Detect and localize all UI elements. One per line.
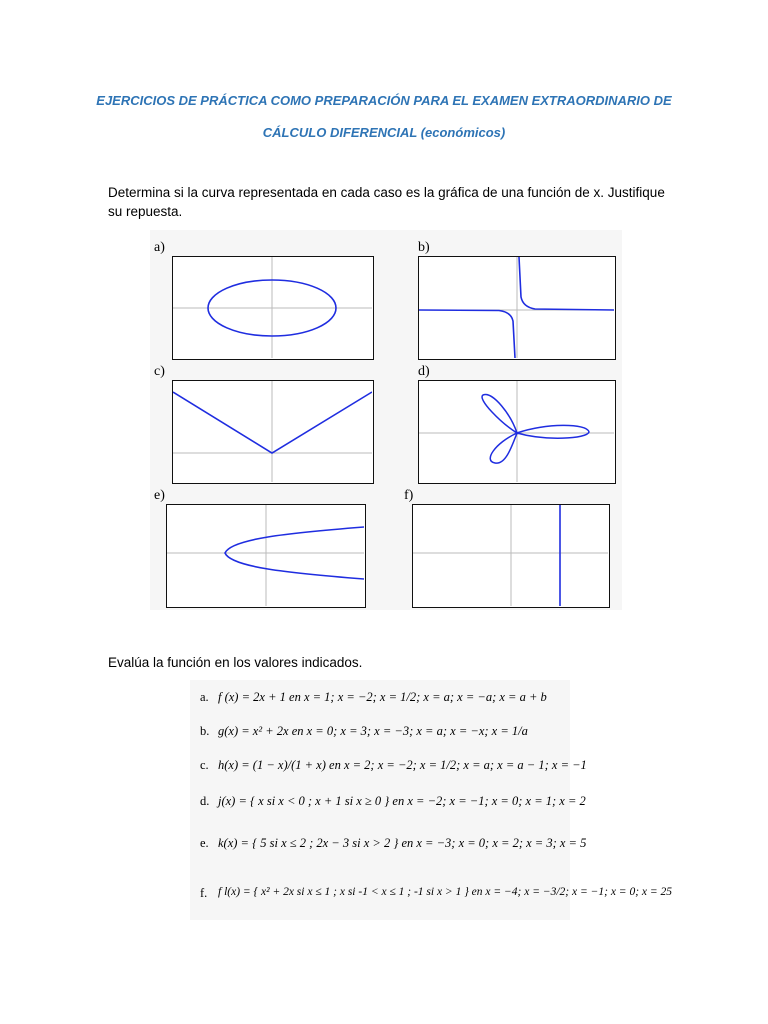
graph-b-label: b) <box>418 240 430 255</box>
exercise-label: b. <box>200 724 210 738</box>
graph-c-svg <box>173 381 372 482</box>
exercise-label: f. <box>200 886 208 900</box>
page-title-line2: CÁLCULO DIFERENCIAL (económicos) <box>262 125 506 140</box>
exercise-expression: f l(x) = { x² + 2x si x ≤ 1 ; x si -1 < x ≤ 1 ; -1 si x > 1 } en x = −4; x = −3/2; x = −1; x = 0; x = 25 <box>218 886 673 898</box>
exercise-expression: f (x) = 2x + 1 en x = 1; x = −2; x = 1/2; x = a; x = −a; x = a + b <box>218 690 547 704</box>
graph-b-svg <box>419 257 614 358</box>
exercise-expression: k(x) = { 5 si x ≤ 2 ; 2x − 3 si x > 2 } en x = −3; x = 0; x = 2; x = 3; x = 5 <box>218 836 587 850</box>
graph-e-label: e) <box>154 488 165 503</box>
graph-f-plot <box>412 504 610 608</box>
graph-a-label: a) <box>154 240 165 255</box>
graph-d-label: d) <box>418 364 430 379</box>
graph-e-plot <box>166 504 366 608</box>
graph-f-svg <box>413 505 608 606</box>
graph-b-curve-left <box>419 310 515 358</box>
graph-b-plot <box>418 256 616 360</box>
graph-d-petal-upper <box>482 395 517 433</box>
graph-b-curve-right <box>519 257 614 310</box>
graph-c-plot <box>172 380 374 484</box>
exercise-label: d. <box>200 794 210 808</box>
exercise-label: c. <box>200 758 209 772</box>
graphs-figure <box>150 230 622 610</box>
exercise-label: e. <box>200 836 209 850</box>
graph-d-petal-lower <box>490 433 517 463</box>
page-title-line1: EJERCICIOS DE PRÁCTICA COMO PREPARACIÓN PARA EL EXAMEN EXTRAORDINARIO DE <box>96 93 672 108</box>
exercise-expression: g(x) = x² + 2x en x = 0; x = 3; x = −3; x = a; x = −x; x = 1/a <box>218 724 528 738</box>
graph-a-svg <box>173 257 372 358</box>
graph-f-label: f) <box>404 488 414 503</box>
graph-a-plot <box>172 256 374 360</box>
graph-c-label: c) <box>154 364 165 379</box>
graph-d-svg <box>419 381 614 482</box>
section1-instruction: Determina si la curva representada en cada caso es la gráfica de una función de x. Justifique su repuesta. <box>108 185 665 219</box>
exercise-label: a. <box>200 690 209 704</box>
exercise-expression: j(x) = { x si x < 0 ; x + 1 si x ≥ 0 } en x = −2; x = −1; x = 0; x = 1; x = 2 <box>218 794 586 808</box>
section2-instruction: Evalúa la función en los valores indicados. <box>108 655 363 670</box>
exercise-list <box>190 680 673 920</box>
exercise-expression: h(x) = (1 − x)/(1 + x) en x = 2; x = −2; x = 1/2; x = a; x = a − 1; x = −1 <box>218 758 587 772</box>
graph-e-svg <box>167 505 364 606</box>
graph-d-plot <box>418 380 616 484</box>
graph-d-petal-right <box>517 425 589 438</box>
